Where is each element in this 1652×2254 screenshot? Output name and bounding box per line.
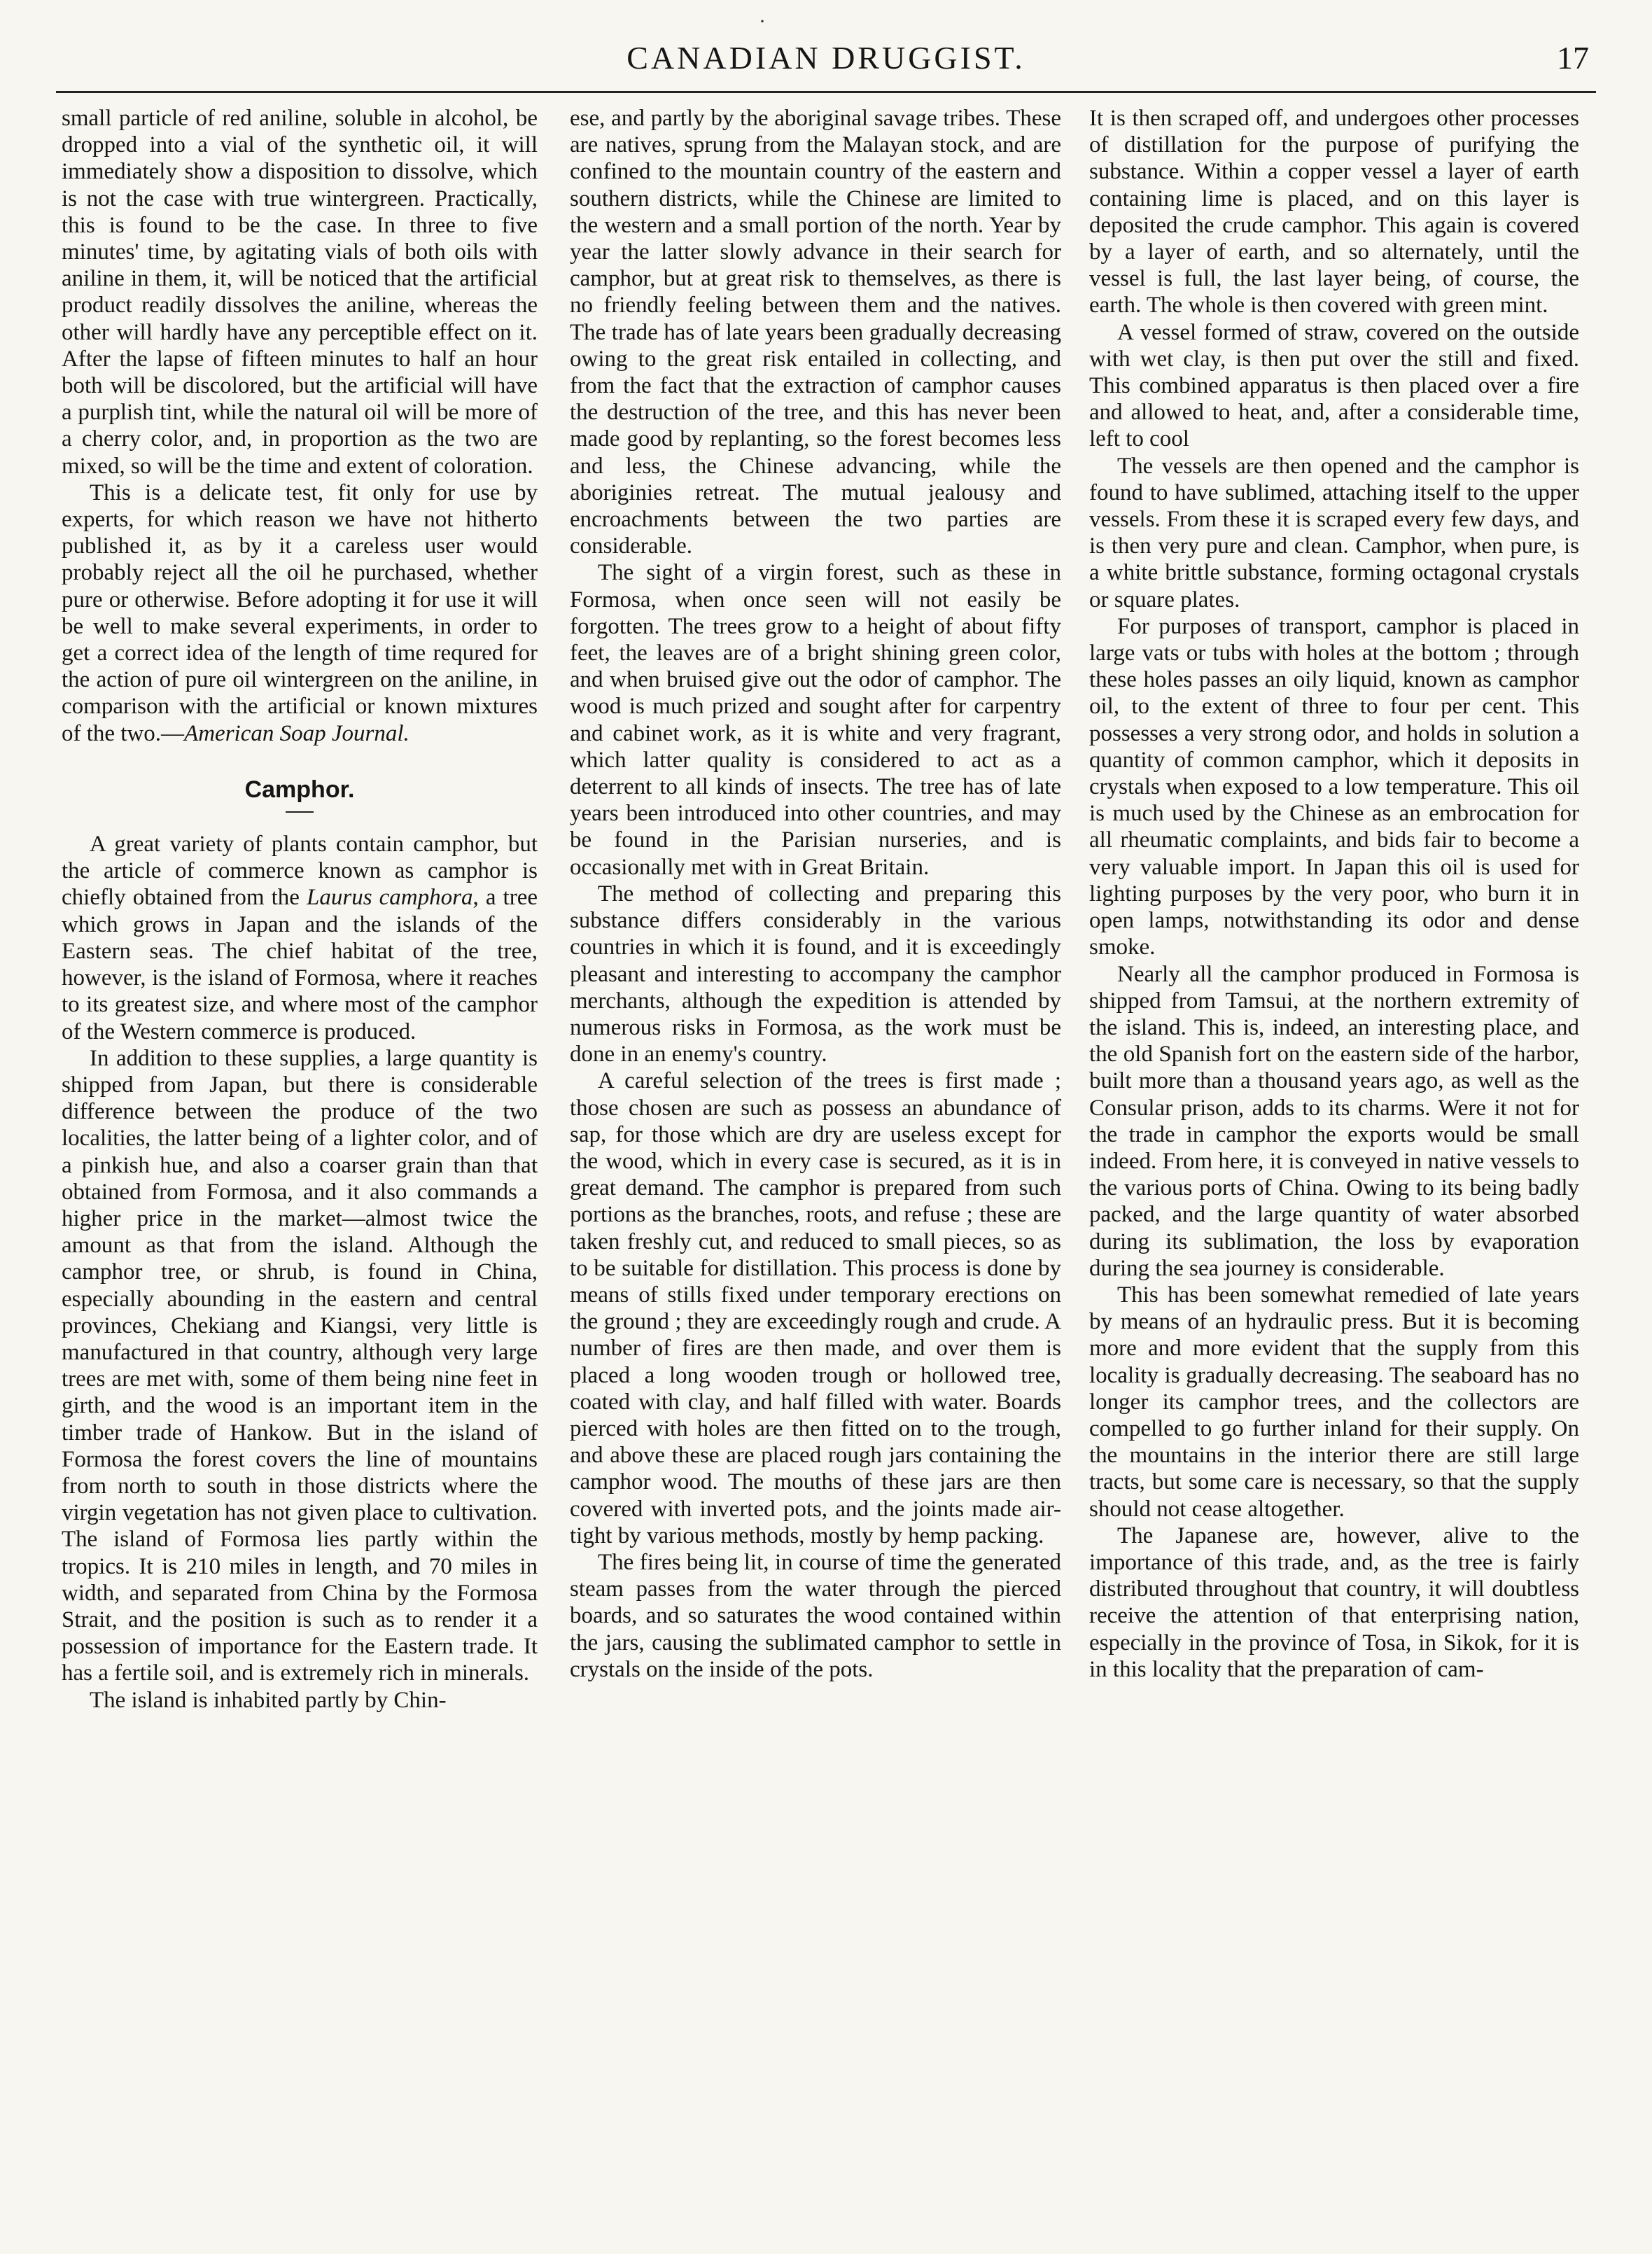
paragraph: small particle of red aniline, soluble in alcohol, be dropped into a vial of the synthetic oil, it will immediately show a disposition to dissolve, which is not the case with true wintergreen. Practically, this is found to be the case. In three to five minutes' time, by agitating vials of both oils with aniline in them, it, will be noticed that the artificial product readily dissolves the aniline, whereas the other will hardly have any perceptible effect on it. After the lapse of fifteen minutes to half an hour both will be discolored, but the artificial will have a purplish tint, while the natural oil will be more of a cherry color, and, in proportion as the two are mixed, so will be the time and extent of coloration.: [62, 106, 538, 479]
paragraph: The method of collecting and preparing this substance differs considerably in the various countries in which it is found, and it is exceedingly pleasant and interesting to accompany the camphor merchants, although the expedition is attended by numerous risks in Formosa, as the work must be done in an enemy's country.: [570, 881, 1061, 1068]
species-name: Laurus camphora: [307, 885, 473, 911]
paragraph: This has been somewhat remedied of late years by means of an hydraulic press. But it is becoming more and more evident that the supply from this locality is gradually decreasing. The seaboard has no longer its camphor trees, and the collectors are compelled to go further inland for their supply. On the mountains in the interior there are still large tracts, but some care is necessary, so that the supply should not cease altogether.: [1089, 1282, 1579, 1522]
paragraph-text: A great variety of plants contain camphor, but the article of commerce known as camphor is chiefly obtained from the: [62, 832, 538, 911]
paragraph: For purposes of transport, camphor is placed in large vats or tubs with holes at the bottom ; through these holes passes an oily liquid, known as camphor oil, to the extent of three to four per cent. This possesses a very strong odor, and holds in solution a quantity of common camphor, which it deposits in crystals when exposed to a low temperature. This oil is much used by the Chinese as an embrocation for all rheumatic complaints, and bids fair to become a very valuable import. In Japan this oil is used for lighting purposes by the very poor, who burn it in open lamps, notwithstanding its odor and dense smoke.: [1089, 613, 1579, 960]
paragraph: It is then scraped off, and undergoes other processes of distillation for the purpose of purifying the substance. Within a copper vessel a layer of earth containing lime is placed, and on this layer is deposited the crude camphor. This again is covered by a layer of earth, and so alternately, until the vessel is full, the last layer being, of course, the earth. The whole is then covered with green mint.: [1089, 106, 1579, 318]
paragraph: [62, 479, 538, 747]
source-citation: American Soap Journal.: [184, 720, 410, 746]
paragraph: The vessels are then opened and the camphor is found to have sublimed, attaching itself to the upper vessels. From these it is scraped every few days, and is then very pure and clean. Camphor, when pure, is a white brittle substance, forming octagonal crystals or square plates.: [1089, 453, 1579, 612]
page-header: [56, 35, 1596, 93]
paragraph: ese, and partly by the aboriginal savage tribes. These are natives, sprung from the Malayan stock, and are confined to the mountain country of the eastern and southern districts, while the Chinese are limited to the western and a small portion of the north. Year by year the latter slowly advance in their search for camphor, but at great risk to themselves, as there is no friendly feeling between them and the natives. The trade has of late years been gradually decreasing owing to the great risk entailed in collecting, and from the fact that the extraction of camphor causes the destruction of the tree, and this has never been made good by replanting, so the forest becomes less and less, the Chinese advancing, while the aboriginies retreat. The mutual jealousy and encroachments between the two parties are considerable.: [570, 106, 1061, 559]
journal-title: CANADIAN DRUGGIST.: [626, 40, 1026, 76]
column-3: [1089, 105, 1579, 2219]
paragraph: The Japanese are, however, alive to the importance of this trade, and, as the tree is fairly distributed throughout that country, it will doubtless receive the attention of that enterprising nation, especially in the province of Tosa, in Sikok, for it is in this locality that the preparation of cam-: [1089, 1522, 1579, 1682]
paragraph: A vessel formed of straw, covered on the outside with wet clay, is then put over the still and fixed. This combined apparatus is then placed over a fire and allowed to heat, and, after a considerable time, left to cool: [1089, 319, 1579, 452]
column-1: [62, 105, 538, 2219]
paragraph: The fires being lit, in course of time the generated steam passes from the water through the pierced boards, and so saturates the wood contained within the jars, causing the sublimated camphor to settle in crystals on the inside of the pots.: [570, 1549, 1061, 1682]
heading-rule: [286, 811, 314, 813]
paragraph: A careful selection of the trees is first made ; those chosen are such as possess an abundance of sap, for those which are dry are useless except for the wood, which in every case is secured, as it is in great demand. The camphor is prepared from such portions as the branches, roots, and refuse ; these are taken freshly cut, and reduced to small pieces, so as to be suitable for distillation. This process is done by means of stills fixed under temporary erections on the ground ; they are exceedingly rough and crude. A number of fires are then made, and over them is placed a long wooden trough or hollowed tree, coated with clay, and half filled with water. Boards pierced with holes are then fitted on to the trough, and above these are placed rough jars containing the camphor wood. The mouths of these jars are then covered with inverted pots, and the joints made air-tight by various methods, mostly by hemp packing.: [570, 1068, 1061, 1548]
stray-mark: ·: [759, 10, 766, 33]
paragraph-text: This is a delicate test, fit only for use by experts, for which reason we have not hitherto published it, as by it a careless user would probably reject all the oil he purchased, whether pure or otherwise. Before adopting it for use it will be well to make several experiments, in order to get a correct idea of the length of time requred for the action of pure oil wintergreen on the aniline, in comparison with the artificial or known mixtures of the two.—: [62, 479, 538, 746]
paragraph: Nearly all the camphor produced in Formosa is shipped from Tamsui, at the northern extremity of the island. This is, indeed, an interesting place, and the old Spanish fort on the eastern side of the harbor, built more than a thousand years ago, as well as the Consular prison, adds to its charms. Were it not for the trade in camphor the exports would be small indeed. From here, it is conveyed in native vessels to the various ports of China. Owing to its being badly packed, and the large quantity of water absorbed during its sublimation, the loss by evaporation during the sea journey is considerable.: [1089, 961, 1579, 1281]
paragraph: [62, 831, 538, 1045]
page-number: 17: [1557, 40, 1589, 76]
paragraph: The sight of a virgin forest, such as these in Formosa, when once seen will not easily be forgotten. The trees grow to a height of about fifty feet, the leaves are of a bright shining green color, and when bruised give out the odor of camphor. The wood is much prized and sought after for carpentry and cabinet work, as it is white and very fragrant, which latter quality is considered to act as a deterrent to all kinds of insects. The tree has of late years been introduced into other countries, and may be found in the Parisian nurseries, and is occasionally met with in Great Britain.: [570, 560, 1061, 880]
article-heading: Camphor.: [244, 776, 355, 803]
paragraph: The island is inhabited partly by Chin-: [90, 1687, 447, 1713]
paragraph-text: , a tree which grows in Japan and the islands of the Eastern seas. The chief habitat of the tree, however, is the island of Formosa, where it reaches to its greatest size, and where most of the camphor of the Western commerce is produced.: [62, 885, 538, 1044]
paragraph: In addition to these supplies, a large quantity is shipped from Japan, but there is considerable difference between the produce of the two localities, the latter being of a lighter color, and of a pinkish hue, and also a coarser grain than that obtained from Formosa, and it also commands a higher price in the market—almost twice the amount as that from the island. Although the camphor tree, or shrub, is found in China, especially abounding in the eastern and central provinces, Chekiang and Kiangsi, very little is manufactured in that country, although very large trees are met with, some of them being nine feet in girth, and the wood is an important item in the timber trade of Hankow. But in the island of Formosa the forest covers the line of mountains from north to south in those districts where the virgin vegetation has not given place to cultivation. The island of Formosa lies partly within the tropics. It is 210 miles in length, and 70 miles in width, and separated from China by the Formosa Strait, and the position is such as to render it a possession of importance for the Eastern trade. It has a fertile soil, and is extremely rich in minerals.: [62, 1045, 538, 1686]
column-2: [570, 105, 1061, 2219]
